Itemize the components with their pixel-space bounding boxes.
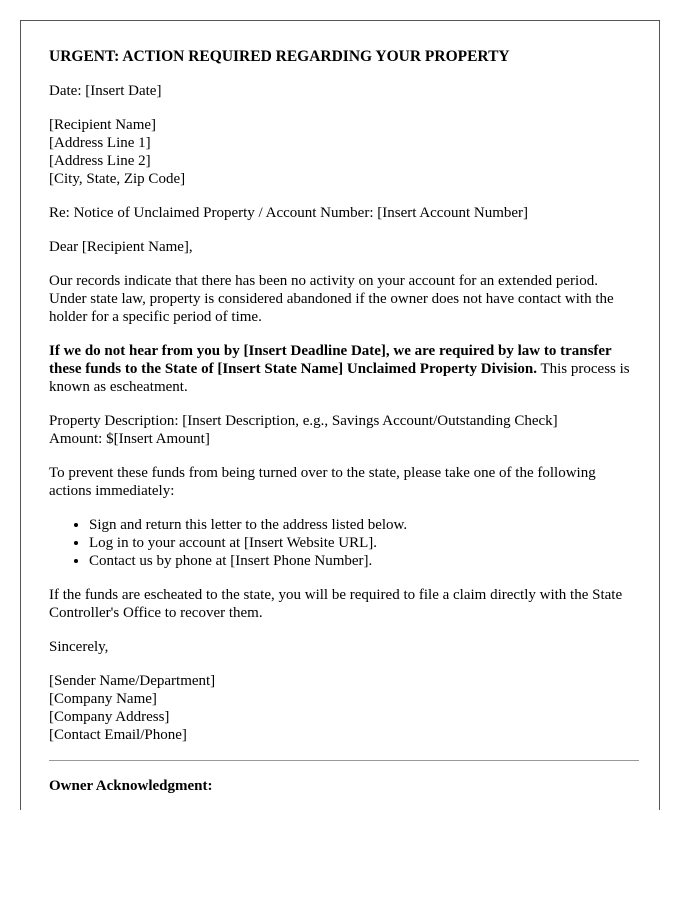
sender-block [49, 672, 639, 744]
sender-company-address: [Company Address] [49, 709, 170, 725]
re-line: Re: Notice of Unclaimed Property / Account Number: [Insert Account Number] [49, 205, 529, 221]
list-item: • Contact us by phone at [Insert Phone Number]. [89, 552, 639, 570]
sender-name-department: [Sender Name/Department] [49, 673, 216, 689]
salutation: Dear [Recipient Name], [49, 239, 193, 255]
actions-list [49, 516, 639, 570]
list-item: • Sign and return this letter to the address listed below. [89, 516, 639, 534]
letter-body [49, 48, 639, 795]
recipient-address-line-1: [Address Line 1] [49, 135, 151, 151]
property-details [49, 412, 639, 448]
list-item: • Log in to your account at [Insert Website URL]. [89, 534, 639, 552]
recipient-address-block [49, 116, 639, 188]
recipient-name: [Recipient Name] [49, 117, 157, 133]
property-description: Property Description: [Insert Description, e.g., Savings Account/Outstanding Check] [49, 413, 558, 429]
paragraph-claim: If the funds are escheated to the state, you will be required to file a claim directly with the State Controller's Office to recover them. [49, 587, 623, 621]
paragraph-actions-intro: To prevent these funds from being turned over to the state, please take one of the following actions immediately: [49, 465, 596, 499]
paragraph-inactivity: Our records indicate that there has been no activity on your account for an extended period. Under state law, property is considered abandoned if the owner does not have contact with the holder for a specific period of time. [49, 273, 614, 325]
letter-page [20, 20, 660, 810]
recipient-city-state-zip: [City, State, Zip Code] [49, 171, 186, 187]
letter-title: URGENT: ACTION REQUIRED REGARDING YOUR PROPERTY [49, 48, 510, 65]
property-amount: Amount: $[Insert Amount] [49, 431, 210, 447]
divider [49, 760, 639, 761]
recipient-address-line-2: [Address Line 2] [49, 153, 151, 169]
owner-acknowledgment-heading: Owner Acknowledgment: [49, 778, 213, 794]
sender-contact: [Contact Email/Phone] [49, 727, 187, 743]
deadline-warning: If we do not hear from you by [Insert Deadline Date], we are required by law to transfer these funds to the State of [Insert State Name] Unclaimed Property Division. [49, 343, 612, 377]
date-line: Date: [Insert Date] [49, 83, 162, 99]
closing: Sincerely, [49, 639, 109, 655]
sender-company-name: [Company Name] [49, 691, 157, 707]
escheatment-note: This process is known as escheatment. [49, 361, 630, 395]
paragraph-deadline [49, 342, 639, 396]
